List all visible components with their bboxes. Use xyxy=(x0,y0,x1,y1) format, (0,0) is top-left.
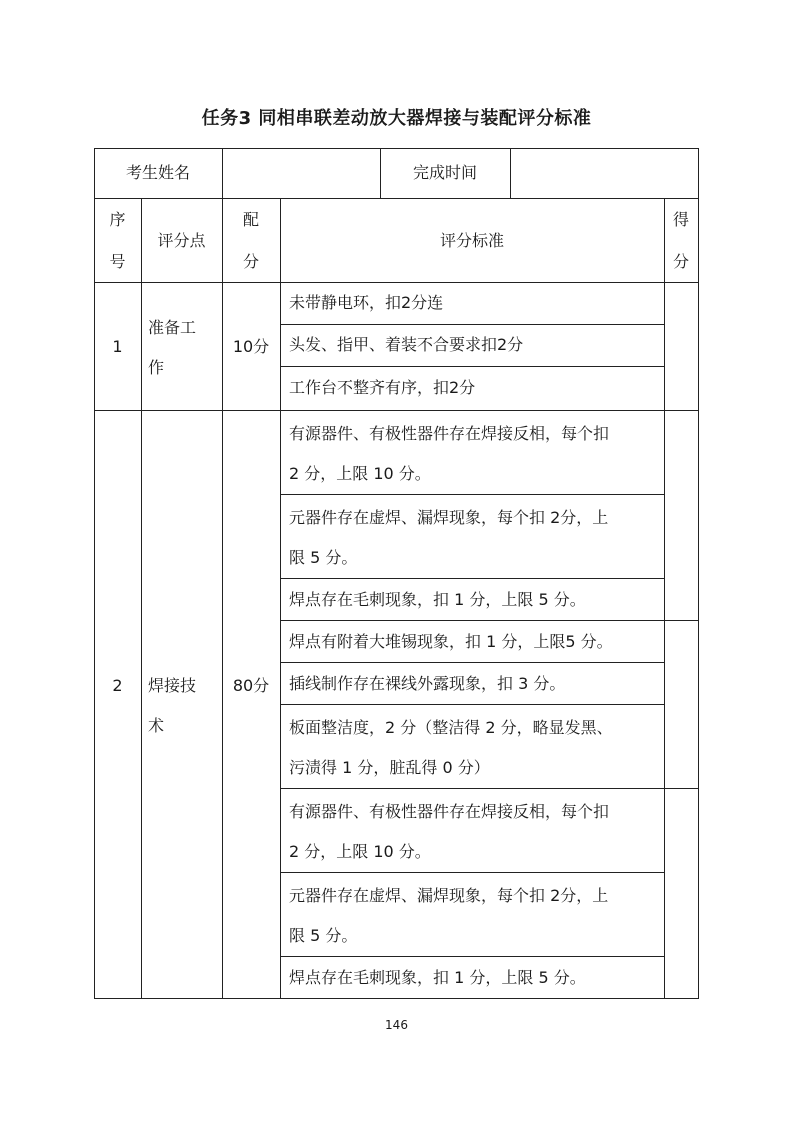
criteria-item: 元器件存在虚焊、漏焊现象，每个扣 2分，上 xyxy=(289,508,609,527)
row-point: 术 xyxy=(148,716,165,735)
table-divider xyxy=(280,620,699,621)
table-divider xyxy=(94,198,699,199)
col-result-label: 分 xyxy=(672,252,689,271)
col-result-label: 得 xyxy=(672,210,689,229)
row-point: 作 xyxy=(148,358,165,377)
table-divider xyxy=(280,578,664,579)
table-divider xyxy=(510,148,511,198)
criteria-item: 未带静电环，扣2分连 xyxy=(289,293,444,312)
table-divider xyxy=(280,956,664,957)
col-no-label: 序 xyxy=(109,210,126,229)
row-point: 焊接技 xyxy=(148,676,197,695)
criteria-item: 2 分，上限 10 分。 xyxy=(289,842,431,861)
table-border-right xyxy=(698,148,699,999)
criteria-item: 有源器件、有极性器件存在焊接反相，每个扣 xyxy=(289,802,610,821)
criteria-item: 限 5 分。 xyxy=(289,548,358,567)
table-divider xyxy=(280,704,664,705)
table-divider xyxy=(280,198,281,999)
table-divider xyxy=(222,148,223,198)
criteria-item: 焊点存在毛刺现象，扣 1 分，上限 5 分。 xyxy=(289,590,586,609)
criteria-item: 板面整洁度，2 分（整洁得 2 分，略显发黑、 xyxy=(289,718,613,737)
col-point-label: 评分点 xyxy=(157,231,206,250)
table-divider xyxy=(141,198,142,999)
time-label: 完成时间 xyxy=(412,163,477,182)
row-number: 2 xyxy=(112,676,123,695)
table-divider xyxy=(280,788,699,789)
table-border-bottom xyxy=(94,998,699,999)
row-point: 准备工 xyxy=(148,318,197,337)
criteria-item: 2 分，上限 10 分。 xyxy=(289,464,431,483)
table-border-top xyxy=(94,148,699,149)
table-border-left xyxy=(94,148,95,999)
table-divider xyxy=(280,494,664,495)
criteria-item: 污渍得 1 分，脏乱得 0 分） xyxy=(289,758,490,777)
col-score-label: 分 xyxy=(242,252,259,271)
table-divider xyxy=(222,198,223,999)
col-score-label: 配 xyxy=(242,210,259,229)
criteria-item: 工作台不整齐有序，扣2分 xyxy=(289,378,476,397)
criteria-item: 插线制作存在裸线外露现象，扣 3 分。 xyxy=(289,674,566,693)
criteria-item: 焊点有附着大堆锡现象，扣 1 分，上限5 分。 xyxy=(289,632,613,651)
col-no-label: 号 xyxy=(109,252,126,271)
table-divider xyxy=(280,872,664,873)
criteria-item: 元器件存在虚焊、漏焊现象，每个扣 2分，上 xyxy=(289,886,609,905)
row-score: 80分 xyxy=(232,676,270,695)
table-divider xyxy=(94,282,699,283)
row-number: 1 xyxy=(112,337,123,356)
page-title: 任务3 同相串联差动放大器焊接与装配评分标准 xyxy=(201,108,592,129)
table-divider xyxy=(94,410,699,411)
table-divider xyxy=(280,662,664,663)
col-criteria-label: 评分标准 xyxy=(439,231,504,250)
criteria-item: 有源器件、有极性器件存在焊接反相，每个扣 xyxy=(289,424,610,443)
criteria-item: 焊点存在毛刺现象，扣 1 分，上限 5 分。 xyxy=(289,968,586,987)
table-divider xyxy=(280,324,664,325)
page-number: 146 xyxy=(385,1018,408,1032)
criteria-item: 头发、指甲、着装不合要求扣2分 xyxy=(289,335,524,354)
table-divider xyxy=(280,366,664,367)
criteria-item: 限 5 分。 xyxy=(289,926,358,945)
name-label: 考生姓名 xyxy=(125,163,190,182)
table-divider xyxy=(664,198,665,999)
row-score: 10分 xyxy=(232,337,270,356)
